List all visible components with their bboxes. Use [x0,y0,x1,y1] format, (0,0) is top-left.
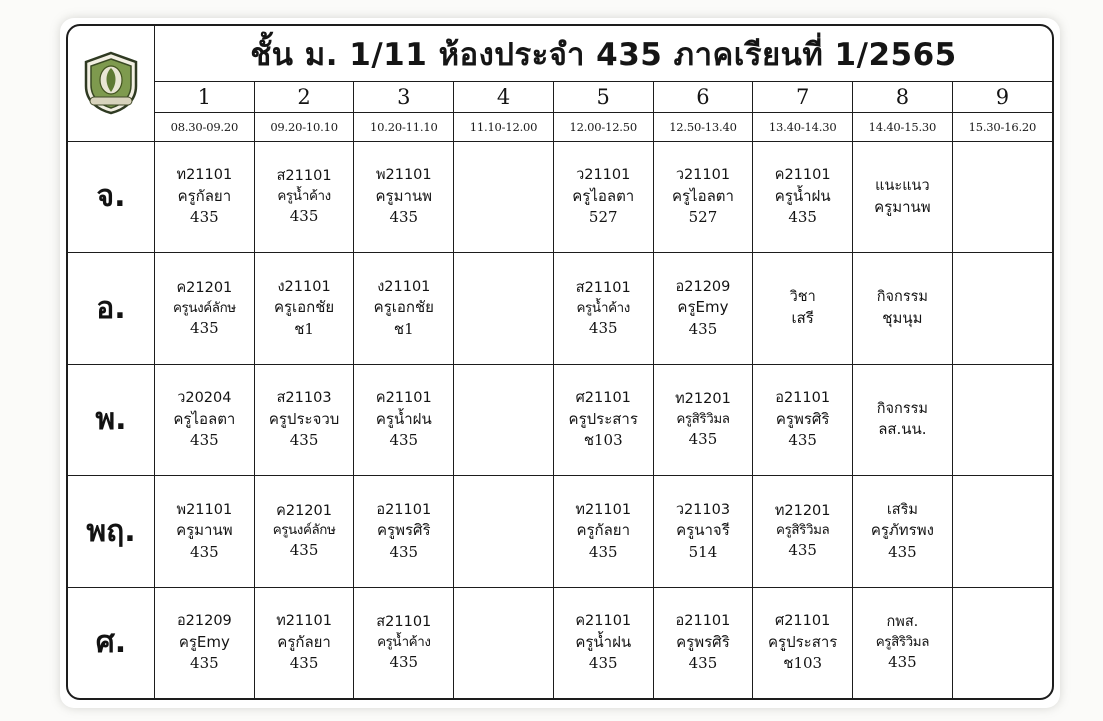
period-number-header: 1 [155,82,255,113]
period-time-header: 12.50-13.40 [653,113,753,142]
schedule-slot [255,142,354,252]
subject-code: ศ21101 [575,390,631,407]
teacher-name: ครูนาจรี [676,521,730,540]
teacher-name: ครูมานพ [375,186,433,205]
teacher-name: ครูพรศิริ [676,632,730,651]
room-number: 435 [289,654,319,673]
teacher-name: ครูสิริวิมล [776,523,830,539]
subject-code: กิจกรรม [876,289,928,306]
subject-code: อ21101 [675,613,731,630]
schedule-cell[interactable] [753,253,853,364]
room-number: 435 [888,542,917,561]
room-number: 435 [190,654,219,673]
schedule-cell[interactable] [753,364,853,475]
room-number: 527 [588,208,618,227]
schedule-cell[interactable] [354,253,454,364]
schedule-slot [454,365,553,475]
schedule-cell[interactable] [254,253,354,364]
room-number: 435 [688,319,718,338]
teacher-name: ครูกัลยา [576,521,631,540]
schedule-slot [753,476,852,586]
schedule-slot [953,253,1052,363]
school-crest-icon [81,50,141,116]
schedule-slot [155,142,254,252]
subject-code: ท21101 [276,613,332,630]
subject-code: กพส. [886,614,919,631]
subject-code: ค21201 [176,279,233,296]
schedule-cell[interactable] [553,364,653,475]
schedule-cell[interactable] [254,476,354,587]
schedule-cell[interactable] [753,141,853,252]
teacher-name: ครูEmy [178,632,230,651]
subject-code: ท21201 [675,391,731,408]
teacher-name: ครูมานพ [176,521,233,540]
period-number-header: 5 [553,82,653,113]
schedule-slot [853,588,952,698]
subject-code: ศ21101 [775,613,831,630]
period-time-header: 15.30-16.20 [952,113,1052,142]
room-number: 435 [888,652,917,671]
schedule-cell[interactable] [553,141,653,252]
schedule-slot [155,476,254,586]
subject-code: ส21101 [376,614,432,631]
period-time-header: 11.10-12.00 [454,113,554,142]
schedule-slot [354,476,453,586]
period-time-header: 12.00-12.50 [553,113,653,142]
schedule-cell[interactable] [653,364,753,475]
room-number: 435 [389,208,419,227]
room-number: 527 [688,208,718,227]
room-number: 435 [190,542,219,561]
schedule-slot [554,476,653,586]
table-row [68,253,1052,364]
schedule-slot [753,142,852,252]
schedule-cell[interactable] [952,141,1052,252]
schedule-slot [554,588,653,698]
teacher-name: ครูน้ำค้าง [277,189,331,205]
room-number: 435 [788,431,817,450]
schedule-cell[interactable] [553,476,653,587]
subject-code: ค21201 [276,502,332,519]
teacher-name: ครูไอลตา [173,409,236,428]
subject-code: ว21101 [576,167,631,184]
room-number: 435 [389,431,419,450]
schedule-slot [155,365,254,475]
schedule-slot [255,365,354,475]
room-number: 435 [190,318,219,337]
schedule-cell[interactable] [952,587,1052,698]
schedule-cell[interactable] [454,141,554,252]
teacher-name: ครูสิริวิมล [676,411,730,427]
timetable [68,26,1052,698]
subject-code: ว20204 [177,390,232,407]
schedule-slot [354,142,453,252]
subject-code: ค21101 [375,390,432,407]
room-number: 435 [389,542,419,561]
schedule-cell[interactable] [254,364,354,475]
schedule-cell[interactable] [354,141,454,252]
room-number: 514 [688,542,718,561]
schedule-slot [853,365,952,475]
schedule-slot [953,142,1052,252]
schedule-slot [654,588,753,698]
schedule-cell[interactable] [853,141,953,252]
page-title: ชั้น ม. 1/11 ห้องประจำ 435 ภาคเรียนที่ 1/2565 [155,26,1053,82]
schedule-slot [853,142,952,252]
schedule-slot [554,142,653,252]
schedule-slot [953,365,1052,475]
schedule-cell[interactable] [155,253,255,364]
subject-code: ส21103 [276,390,332,407]
schedule-cell[interactable] [653,476,753,587]
schedule-cell[interactable] [454,587,554,698]
room-number: 435 [289,541,319,560]
schedule-cell[interactable] [155,476,255,587]
room-number: 435 [788,541,817,560]
schedule-slot [155,588,254,698]
schedule-slot [454,588,553,698]
teacher-name: ครูน้ำค้าง [576,300,630,316]
room-number: 435 [289,207,319,226]
subject-code: แนะแนว [875,177,930,194]
teacher-name: ครูประจวบ [268,409,340,428]
teacher-name: ครูประสาร [767,632,838,651]
school-crest-cell [68,26,155,141]
room-number: 435 [588,654,618,673]
schedule-slot [654,476,753,586]
schedule-cell[interactable] [254,587,354,698]
subject-code: วิชา [789,289,816,306]
schedule-slot [454,253,553,363]
schedule-slot [853,253,952,363]
schedule-cell[interactable] [653,253,753,364]
schedule-slot [654,365,753,475]
teacher-name: ครูเอกชัย [373,298,434,317]
table-row [68,476,1052,587]
subject-code: ว21103 [675,501,731,518]
schedule-slot [753,253,852,363]
schedule-cell[interactable] [454,364,554,475]
subject-code: ง21101 [377,278,431,295]
schedule-cell[interactable] [354,587,454,698]
teacher-name: ครูกัลยา [177,186,232,205]
room-number: 435 [190,431,219,450]
room-number: 435 [289,431,319,450]
day-label: จ. [68,141,155,252]
subject-code: กิจกรรม [876,400,928,417]
subject-code: พ21101 [375,167,432,184]
schedule-cell[interactable] [952,476,1052,587]
room-number: ช103 [783,654,823,673]
schedule-slot [354,365,453,475]
room-number: ช103 [583,431,623,450]
subject-code: ท21101 [575,501,632,518]
room-number: 435 [588,542,618,561]
teacher-name: ครูภัทรพง [870,521,934,540]
subject-code: อ21101 [775,390,831,407]
room-number: 435 [389,652,419,671]
room-number: 435 [788,208,817,227]
day-label: พฤ. [68,476,155,587]
period-number-header: 8 [853,82,953,113]
schedule-cell[interactable] [155,364,255,475]
schedule-cell[interactable] [853,253,953,364]
subject-code: ท21201 [774,502,831,519]
schedule-slot [654,142,753,252]
teacher-name: ครูประสาร [568,409,638,428]
teacher-name: ครูสิริวิมล [875,634,930,650]
subject-code: ว21101 [675,167,731,184]
subject-code: ท21101 [176,167,233,184]
schedule-cell[interactable] [454,476,554,587]
teacher-name: ครูน้ำฝน [375,409,432,428]
subject-code: อ21209 [675,278,731,295]
period-time-header: 14.40-15.30 [853,113,953,142]
schedule-cell[interactable] [653,587,753,698]
day-label: อ. [68,253,155,364]
teacher-name: ครูพรศิริ [775,409,830,428]
schedule-cell[interactable] [553,253,653,364]
room-number: ช1 [294,319,314,338]
subject-code: พ21101 [176,501,233,518]
table-row [68,364,1052,475]
schedule-slot [255,253,354,363]
teacher-name: ครูเอกชัย [273,298,335,317]
period-number-header: 9 [952,82,1052,113]
teacher-name: ครูEmy [677,298,729,317]
teacher-name: ครูกัลยา [277,632,331,651]
schedule-slot [853,476,952,586]
teacher-name: ครูนงค์ลักษ [172,300,236,316]
schedule-cell[interactable] [155,587,255,698]
period-number-header: 4 [454,82,554,113]
schedule-slot [753,588,852,698]
subject-code: ค21101 [774,167,831,184]
subject-code: ส21101 [575,279,631,296]
room-number: 435 [688,654,718,673]
schedule-slot [953,476,1052,586]
schedule-slot [654,253,753,363]
schedule-cell[interactable] [753,476,853,587]
teacher-name: ครูมานพ [874,197,931,216]
teacher-name: ชุมนุม [882,309,923,328]
period-number-header: 6 [653,82,753,113]
schedule-slot [554,365,653,475]
day-label: พ. [68,364,155,475]
schedule-cell[interactable] [354,364,454,475]
timetable-sheet [66,24,1054,700]
table-row [68,587,1052,698]
subject-code: ค21101 [575,613,632,630]
room-number: ช1 [393,319,414,338]
schedule-cell[interactable] [155,141,255,252]
schedule-cell[interactable] [853,587,953,698]
schedule-slot [354,253,453,363]
period-number-header: 2 [254,82,354,113]
schedule-cell[interactable] [952,253,1052,364]
teacher-name: ครูน้ำฝน [774,186,831,205]
schedule-cell[interactable] [753,587,853,698]
schedule-slot [255,588,354,698]
period-time-header: 08.30-09.20 [155,113,255,142]
teacher-name: ครูพรศิริ [376,521,431,540]
teacher-name: ครูนงค์ลักษ [272,523,336,539]
day-label: ศ. [68,587,155,698]
period-number-header: 3 [354,82,454,113]
schedule-slot [454,142,553,252]
schedule-cell[interactable] [653,141,753,252]
teacher-name: ครูไอลตา [572,186,635,205]
period-time-header: 09.20-10.10 [254,113,354,142]
schedule-slot [255,476,354,586]
subject-code: เสริม [886,501,918,518]
room-number: 435 [688,430,718,448]
room-number: 435 [190,208,219,227]
table-row [68,141,1052,252]
room-number: 435 [588,318,618,337]
teacher-name: เสรี [791,309,814,328]
schedule-cell[interactable] [454,253,554,364]
teacher-name: ครูไอลตา [671,186,734,205]
schedule-cell[interactable] [952,364,1052,475]
schedule-slot [753,365,852,475]
teacher-name: ครูน้ำค้าง [377,634,431,650]
subject-code: ง21101 [277,278,331,295]
schedule-slot [554,253,653,363]
schedule-slot [454,476,553,586]
subject-code: ส21101 [276,168,332,185]
subject-code: อ21209 [176,613,232,630]
schedule-cell[interactable] [354,476,454,587]
schedule-cell[interactable] [853,476,953,587]
schedule-slot [155,253,254,363]
teacher-name: ลส.นน. [878,420,927,439]
period-time-header: 10.20-11.10 [354,113,454,142]
schedule-cell[interactable] [853,364,953,475]
period-number-header: 7 [753,82,853,113]
subject-code: อ21101 [376,501,432,518]
schedule-slot [354,588,453,698]
schedule-slot [953,588,1052,698]
period-time-header: 13.40-14.30 [753,113,853,142]
schedule-cell[interactable] [553,587,653,698]
teacher-name: ครูน้ำฝน [575,632,632,651]
schedule-cell[interactable] [254,141,354,252]
